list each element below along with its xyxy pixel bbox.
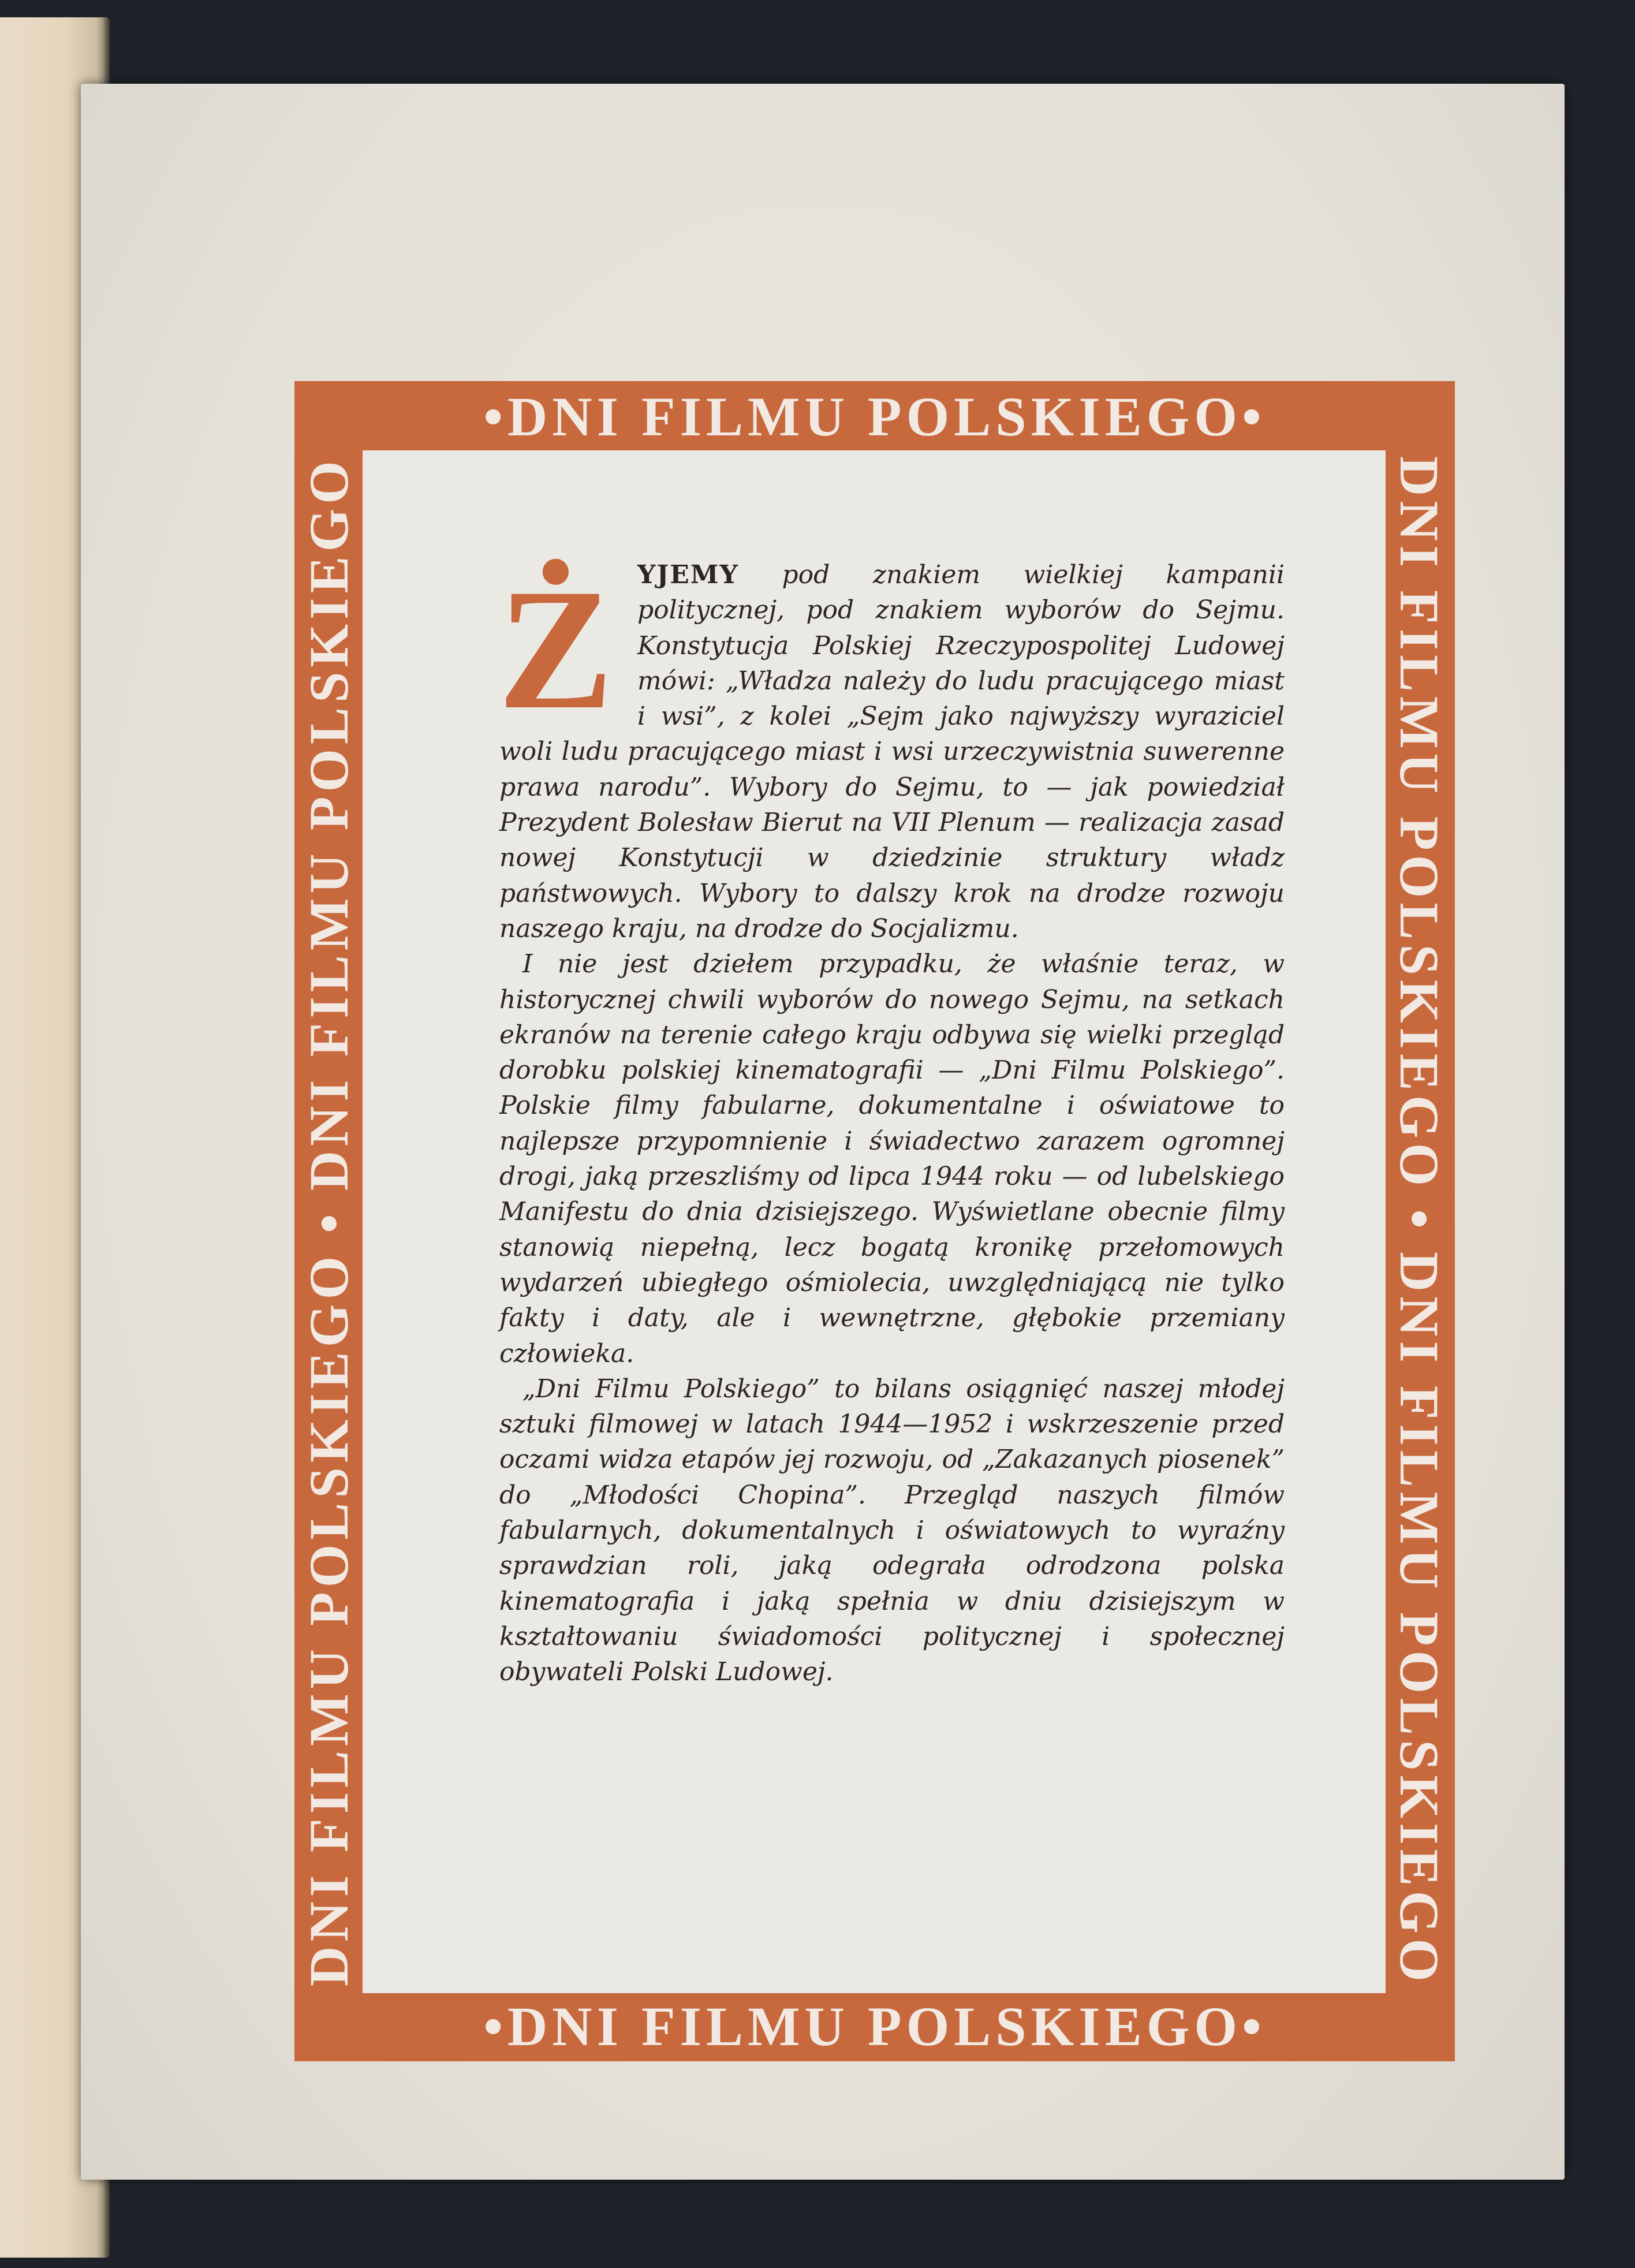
booklet-page [81,84,1565,2180]
frame-right-title [1390,381,1448,2061]
article-paragraph-3: „Dni Filmu Polskiego” to bilans osiągnięć naszej młodej sztuki filmowej w latach 1944—1952 i wskrzeszenie przed oczami widza etapów jej rozwoju, od „Zakazanych piosenek” do „Młodości Chopina”. Przegląd naszych filmów fabularnych, dokumentalnych i oświatowych to wyraźny sprawdzian roli, jaką odegrała odrodzona polska kinematografia i jaką spełnia w dniu dzisiejszym w kształtowaniu świadomości politycznej i społecznej obywateli Polski Ludowej. [499,1374,1285,1687]
paragraph-1-text: pod znakiem wielkiej kampanii politycznej, pod znakiem wyborów do Sejmu. Konstytucja Polskiej Rzeczypospolitej Ludowej mówi: „Władza należy do ludu pracującego miast i wsi”, z kolei „Sejm jako najwyższy wyraziciel woli ludu pracującego miast i wsi urzeczywistnia suwerenne prawa narodu”. Wybory do Sejmu, to — jak powiedział Prezydent Bolesław Bierut na VII Plenum — realizacja zasad nowej Konstytucji w dziedzinie struktury władz państwowych. Wybory to dalszy krok na drodze rozwoju naszego kraju, na drodze do Socjalizmu. [499,560,1285,943]
frame-right-text: DNI FILMU POLSKIEGO • DNI FILMU POLSKIEGO [1388,456,1450,1986]
frame-left-text: DNI FILMU POLSKIEGO • DNI FILMU POLSKIEGO [298,456,360,1986]
article-body [498,553,1285,1690]
frame-left-title [300,381,358,2061]
frame-top-title: •DNI FILMU POLSKIEGO• [483,386,1266,447]
article-paragraph-2: I nie jest dziełem przypadku, że właśnie teraz, w historycznej chwili wyborów do nowego Sejmu, na setkach ekranów na terenie całego kraju odbywa się wielki przegląd dorobku polskiej kinematografii — „Dni Filmu Polskiego”. Polskie filmy fabularne, dokumentalne i oświatowe to najlepsze przypomnienie i świadectwo zarazem ogromnej drogi, jaką przeszliśmy od lipca 1944 roku — od lubelskiego Manifestu do dnia dzisiejszego. Wyświetlane obecnie filmy stanowią niepełną, lecz bogatą kronikę przełomowych wydarzeń ubiegłego ośmiolecia, uwzględniającą nie tylko fakty i daty, ale i wewnętrzne, głębokie przemiany człowieka. [499,949,1285,1368]
drop-cap: Ż [498,553,614,745]
lead-caps: YJEMY [637,560,739,590]
frame-bottom-title: •DNI FILMU POLSKIEGO• [483,1995,1266,2057]
